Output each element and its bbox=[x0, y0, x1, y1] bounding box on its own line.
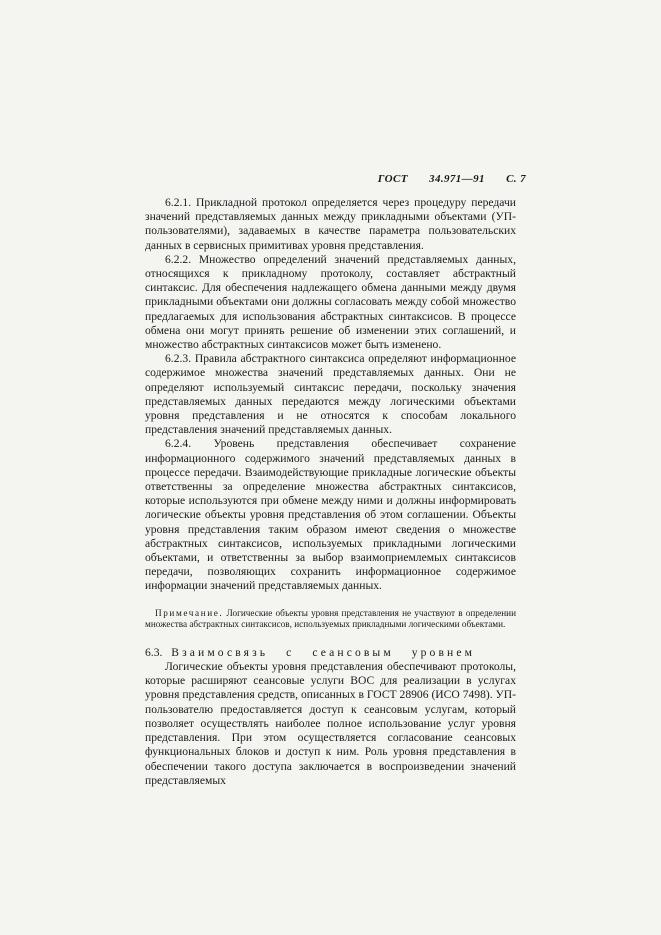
standard-label: ГОСТ bbox=[377, 173, 408, 185]
note bbox=[145, 608, 516, 631]
page-header bbox=[378, 173, 526, 185]
paragraph-6-2-2: 6.2.2. Множество определений значений представляемых данных, относящихся к прикладному протоколу, составляет абстрактный синтаксис. Для обеспечения надлежащего обмена данными между двумя прикладными объектами они должны согласовать между собой множество предлагаемых для использования абстрактных синтаксисов. В процессе обмена они могут принять решение об изменении этих соглашений, и множество абстрактных синтаксисов может быть изменено. bbox=[145, 252, 516, 352]
paragraph-6-2-1: 6.2.1. Прикладной протокол определяется через процедуру передачи значений представляемых данных между прикладными объектами (УП-пользователями), задаваемых в качестве параметра пользовательских данных в сервисных примитивах уровня представления. bbox=[145, 196, 516, 252]
standard-number: 34.971—91 bbox=[429, 173, 485, 185]
body-text bbox=[145, 196, 516, 788]
section-number: 6.3. bbox=[145, 645, 163, 659]
note-text: Логические объекты уровня представления не участвуют в определении множества абстрактных синтаксисов, используемых прикладными логическими объектами. bbox=[145, 607, 516, 630]
section-title: Взаимосвязь с сеансовым уровнем bbox=[171, 645, 476, 659]
paragraph-6-2-3: 6.2.3. Правила абстрактного синтаксиса определяют информационное содержимое множества значений представляемых данных. Они не определяют используемый синтаксис передачи, поскольку значения представляемых данных передаются между логическими объектами уровня представления и не относятся к способам локального представления значений представляемых данных. bbox=[145, 352, 516, 437]
page-number: С. 7 bbox=[506, 173, 526, 185]
note-label: Примечание. bbox=[155, 607, 224, 618]
paragraph-6-2-4: 6.2.4. Уровень представления обеспечивает сохранение информационного содержимого значений представляемых данных в процессе передачи. Взаимодействующие прикладные логические объекты ответственны за определение множества абстрактных синтаксисов, которые используются при обмене между ними и должны информировать логические объекты уровня представления об этом соглашении. Объекты уровня представления таким образом имеют сведения о множестве абстрактных синтаксисов, используемых прикладными логическими объектами, и ответственны за выбор взаимоприемлемых синтаксисов передачи, позволяющих сохранить информационное содержимое информации значений представляемых данных. bbox=[145, 437, 516, 593]
section-heading bbox=[145, 646, 516, 660]
section-paragraph: Логические объекты уровня представления обеспечивают протоколы, которые расширяют сеансовые услуги ВОС для реализации в услугах уровня представления средств, описанных в ГОСТ 28906 (ИСО 7498). УП-пользователю предоставляется доступ к сеансовым услугам, который позволяет осуществлять наиболее полное использование услуг уровня представления. При этом осуществляется согласование сеансовых функциональных блоков и доступ к ним. Роль уровня представления в обеспечении такого доступа заключается в воспроизведении значений представляемых bbox=[145, 660, 516, 787]
